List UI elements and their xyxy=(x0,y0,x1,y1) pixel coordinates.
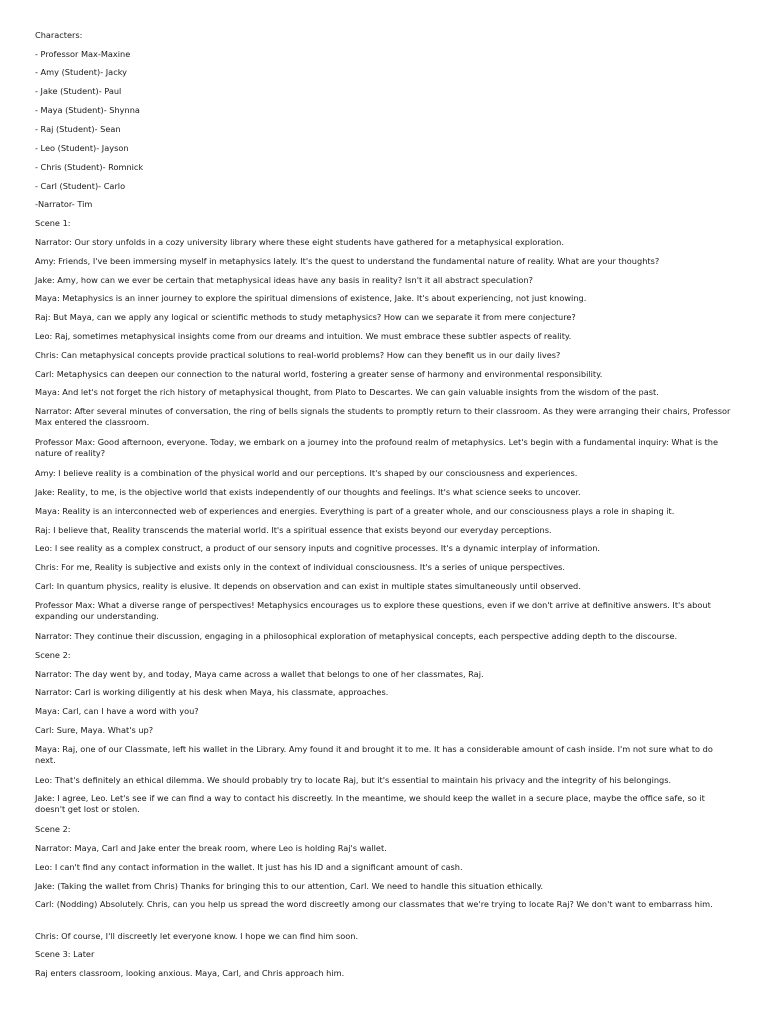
dialogue-line: Professor Max: Good afternoon, everyone. Today, we embark on a journey into the profound realm of metaphysics. Let's begin with a fundamental inquiry: What is the nature of reality? xyxy=(35,437,719,458)
character-line: - Maya (Student)- Shynna xyxy=(35,105,140,115)
character-line: - Professor Max-Maxine xyxy=(35,49,131,59)
dialogue-line: Maya: Metaphysics is an inner journey to explore the spiritual dimensions of existence, Jake. It's about experiencing, not just knowing. xyxy=(35,293,587,303)
character-line: - Chris (Student)- Romnick xyxy=(35,162,144,172)
dialogue-line: Jake: (Taking the wallet from Chris) Thanks for bringing this to our attention, Carl. We need to handle this situation ethically. xyxy=(35,881,544,891)
dialogue-line: Chris: Of course, I'll discreetly let everyone know. I hope we can find him soon. xyxy=(35,931,359,941)
dialogue-line: Carl: Sure, Maya. What's up? xyxy=(35,725,154,735)
dialogue-line: Raj enters classroom, looking anxious. Maya, Carl, and Chris approach him. xyxy=(35,968,345,978)
dialogue-line: Jake: I agree, Leo. Let's see if we can find a way to contact his discreetly. In the meantime, we should keep the wallet in a secure place, maybe the office safe, so it doesn't get lost or stolen. xyxy=(35,793,705,814)
dialogue-line: Maya: Raj, one of our Classmate, left his wallet in the Library. Amy found it and brought it to me. It has a considerable amount of cash inside. I'm not sure what to do next. xyxy=(35,744,713,765)
scene-heading: Scene 2: xyxy=(35,650,71,660)
dialogue-line: Professor Max: What a diverse range of perspectives! Metaphysics encourages us to explore these questions, even if we don't arrive at definitive answers. It's about expanding our understanding. xyxy=(35,600,711,621)
dialogue-line: Chris: Can metaphysical concepts provide practical solutions to real-world problems? How can they benefit us in our daily lives? xyxy=(35,350,561,360)
dialogue-line: Chris: For me, Reality is subjective and exists only in the context of individual consciousness. It's a series of unique perspectives. xyxy=(35,562,566,572)
scene-heading: Scene 1: xyxy=(35,218,71,228)
scene-heading: Scene 3: Later xyxy=(35,949,95,959)
dialogue-line: Amy: Friends, I've been immersing myself in metaphysics lately. It's the quest to understand the fundamental nature of reality. What are your thoughts? xyxy=(35,256,660,266)
scene-heading: Scene 2: xyxy=(35,824,71,834)
dialogue-line: Narrator: Maya, Carl and Jake enter the break room, where Leo is holding Raj's wallet. xyxy=(35,843,387,853)
dialogue-line: Jake: Amy, how can we ever be certain that metaphysical ideas have any basis in reality? Isn't it all abstract speculation? xyxy=(35,275,533,285)
character-line: - Leo (Student)- Jayson xyxy=(35,143,129,153)
dialogue-line: Carl: (Nodding) Absolutely. Chris, can you help us spread the word discreetly among our classmates that we're trying to locate Raj? We don't want to embarrass him. xyxy=(35,899,713,909)
character-line: - Amy (Student)- Jacky xyxy=(35,67,127,77)
dialogue-line: Narrator: After several minutes of conversation, the ring of bells signals the students to promptly return to their classroom. As they were arranging their chairs, Professor Max entered the classroom. xyxy=(35,406,731,427)
character-line: -Narrator- Tim xyxy=(35,199,93,209)
character-line: - Raj (Student)- Sean xyxy=(35,124,121,134)
dialogue-line: Maya: Reality is an interconnected web of experiences and energies. Everything is part of a greater whole, and our consciousness plays a role in shaping it. xyxy=(35,506,675,516)
dialogue-line: Amy: I believe reality is a combination of the physical world and our perceptions. It's shaped by our consciousness and experiences. xyxy=(35,468,578,478)
dialogue-line: Narrator: They continue their discussion, engaging in a philosophical exploration of metaphysical concepts, each perspective adding depth to the discourse. xyxy=(35,631,678,641)
dialogue-line: Maya: Carl, can I have a word with you? xyxy=(35,706,199,716)
dialogue-line: Carl: Metaphysics can deepen our connection to the natural world, fostering a greater sense of harmony and environmental responsibility. xyxy=(35,369,603,379)
dialogue-line: Leo: I can't find any contact information in the wallet. It just has his ID and a significant amount of cash. xyxy=(35,862,463,872)
dialogue-line: Leo: That's definitely an ethical dilemma. We should probably try to locate Raj, but it's essential to maintain his privacy and the integrity of his belongings. xyxy=(35,775,672,785)
dialogue-line: Leo: I see reality as a complex construct, a product of our sensory inputs and cognitive processes. It's a dynamic interplay of information. xyxy=(35,543,601,553)
dialogue-line: Carl: In quantum physics, reality is elusive. It depends on observation and can exist in multiple states simultaneously until observed. xyxy=(35,581,581,591)
dialogue-line: Maya: And let's not forget the rich history of metaphysical thought, from Plato to Descartes. We can gain valuable insights from the wisdom of the past. xyxy=(35,387,659,397)
character-line: - Jake (Student)- Paul xyxy=(35,86,122,96)
dialogue-line: Narrator: Our story unfolds in a cozy university library where these eight students have gathered for a metaphysical exploration. xyxy=(35,237,564,247)
dialogue-line: Narrator: Carl is working diligently at his desk when Maya, his classmate, approaches. xyxy=(35,687,389,697)
characters-heading: Characters: xyxy=(35,30,83,40)
dialogue-line: Raj: But Maya, can we apply any logical or scientific methods to study metaphysics? How can we separate it from mere conjecture? xyxy=(35,312,576,322)
dialogue-line: Jake: Reality, to me, is the objective world that exists independently of our thoughts and feelings. It's what science seeks to uncover. xyxy=(35,487,581,497)
dialogue-line: Raj: I believe that, Reality transcends the material world. It's a spiritual essence that exists beyond our everyday perceptions. xyxy=(35,525,552,535)
dialogue-line: Narrator: The day went by, and today, Maya came across a wallet that belongs to one of her classmates, Raj. xyxy=(35,669,484,679)
character-line: - Carl (Student)- Carlo xyxy=(35,181,126,191)
dialogue-line: Leo: Raj, sometimes metaphysical insights come from our dreams and intuition. We must embrace these subtler aspects of reality. xyxy=(35,331,572,341)
